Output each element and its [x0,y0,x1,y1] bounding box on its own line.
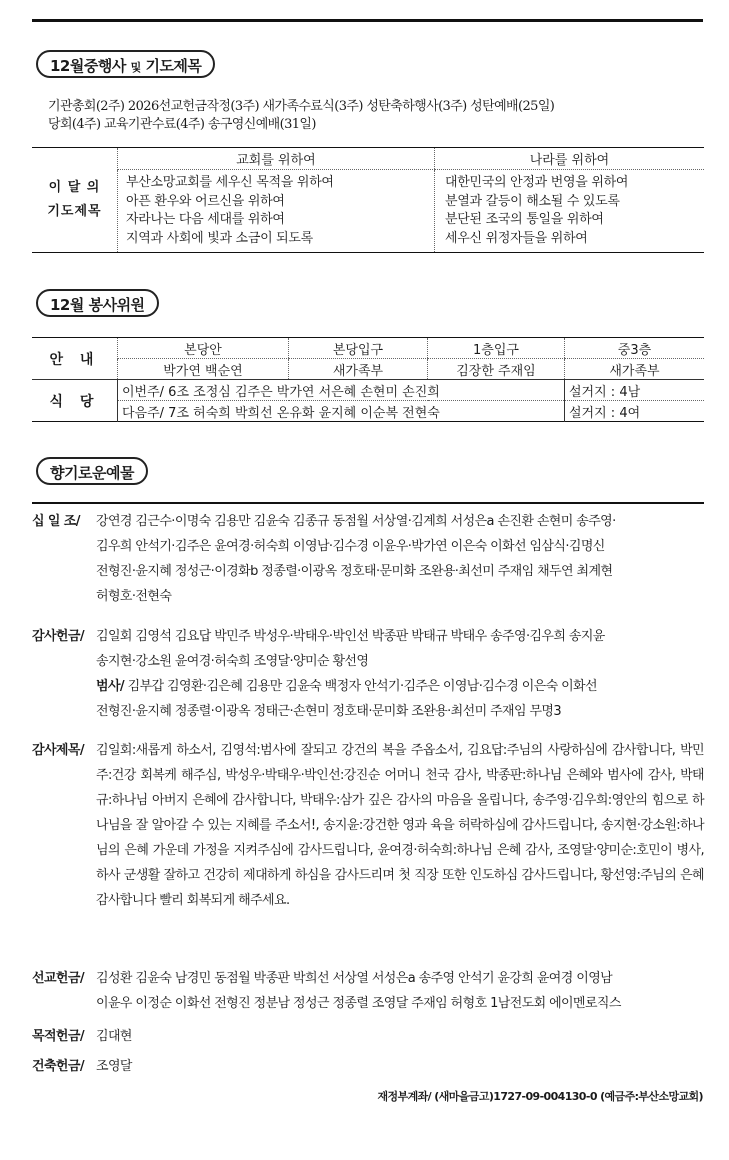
events-line-1: 기관총회(2주) 2026선교헌금작정(3주) 새가족수료식(3주) 성탄축하행사(3주) 성탄예배(25일) [48,99,555,114]
nation-prayer-list [435,170,705,253]
list-item: 지역과 사회에 빛과 소금이 되도록 [126,230,313,246]
list-item: 분열과 갈등이 해소될 수 있도록 [445,193,620,209]
nation-header: 나라를 위하여 [435,148,705,170]
serve-header: 1층입구 [428,338,565,359]
serve-header: 중3층 [565,338,705,359]
serve-header: 본당안 [118,338,289,359]
serve-table [32,337,704,422]
tithe-label: 십 일 조/ [32,514,80,529]
topics-label: 감사제목/ [32,743,84,758]
tithe-block [32,509,704,609]
purpose-value: 김대현 [96,1029,132,1044]
beomsa-label: 범사/ [96,679,125,694]
cafeteria-label: 식 당 [49,393,100,410]
topics-block [32,738,704,913]
church-header: 교회를 위하여 [118,148,435,170]
events-list [48,98,554,134]
thanks-block [32,624,704,724]
serve-value: 박가연 백순연 [118,359,289,380]
serve-header: 본당입구 [289,338,428,359]
list-item: 김일회 김영석 김요답 박민주 박성우·박태우·박인선 박종판 박태규 박태우 송주영·김우희 송지윤 [96,629,605,644]
topics-text: 김일회:새롭게 하소서, 김영석:범사에 잘되고 강건의 복을 주옵소서, 김요답:주님의 사랑하심에 감사합니다, 박민주:건강 회복케 해주심, 박성우·박태우·박인선:강진순 어머니 천국 감사, 박종판:하나님 은혜와 범사에 감사, 박태규:하나님 아버지 은혜에 감사합니다, 박태우:삼가 깊은 감사의 마음을 올립니다, 송주영·김우희:영안의 힘으로 하나님을 잘 알아갈 수 있는 지혜를 주소서!, 송지윤:강건한 영과 육을 허락하심에 감사드립니다, 송지현·강소원:하나님의 은혜 가운데 가정을 지켜주심에 감사드립니다, 윤여경·허숙희:하나님 은혜 감사, 조영달·양미순:호민이 병사, 하사 군생활 잘하고 건강히 제대하게 하심을 감사드리며 첫 직장 또한 인도하심 감사드립니다, 황선영:주님의 은혜 감사합니다 빨리 회복되게 해주세요. [96,743,704,908]
list-item: 김성환 김윤숙 남경민 동점월 박종판 박희선 서상열 서성은a 송주영 안석기 윤강희 윤여경 이영남 [96,971,613,986]
purpose-label: 목적헌금/ [32,1029,84,1044]
mission-label: 선교헌금/ [32,971,84,986]
list-item: 강연경 김근수·이명숙 김용만 김윤숙 김종규 동점월 서상열·김계희 서성은a 손진환 손현미 송주영· [96,514,616,529]
beomsa-text: 김부갑 김영환·김은혜 김용만 김윤숙 백정자 안석기·김주은 이영남·김수경 이은숙 이화선 [127,679,597,694]
top-rule [32,19,703,22]
list-item: 허형호·전현숙 [96,589,172,604]
list-item: 김우희 안석기·김주은 윤여경·허숙희 이영남·김수경 이윤우·박가연 이은숙 이화선 임삼식·김명신 [96,539,605,554]
serve-value: 새가족부 [565,359,705,380]
events-section-title [36,50,215,78]
prayer-table [32,147,704,253]
events-title-tail: 기도제목 [145,57,202,75]
building-block [32,1054,704,1079]
church-prayer-list [118,170,435,253]
thanks-label: 감사헌금/ [32,629,84,644]
list-item: 송지현·강소원 윤여경·허숙희 조영달·양미순 황선영 [96,654,369,669]
list-item: 부산소망교회를 세우신 목적을 위하여 [126,175,334,190]
list-item: 대한민국의 안정과 번영을 위하여 [445,175,629,190]
this-week-dish: 설거지 : 4남 [565,380,705,401]
list-item: 이윤우 이정순 이화선 전형진 정분남 정성근 정종렬 조영달 주재임 허형호 1남전도회 에이멘로직스 [96,996,621,1011]
mission-block [32,966,704,1016]
serve-section-title: 12월 봉사위원 [36,289,159,317]
offer-section-title: 향기로운예물 [36,457,148,485]
list-item: 세우신 위정자들을 위하여 [445,230,588,246]
offer-rule [32,502,704,504]
list-item: 전형진·윤지혜 정성근·이경화b 정종렬·이광옥 정호태·문미화 조완용·최선미 주재임 채두연 최계현 [96,564,613,579]
events-title-small: 및 [130,61,141,74]
list-item: 자라나는 다음 세대를 위하여 [126,212,285,227]
list-item: 아픈 환우와 어르신을 위하여 [126,193,285,209]
account-footer: 재정부계좌/ (새마을금고)1727-09-004130-0 (예금주:부산소망교회) [377,1090,703,1103]
events-title-main: 12월중행사 [50,57,126,75]
purpose-block [32,1024,704,1049]
events-line-2: 당회(4주) 교육기관수료(4주) 송구영신예배(31일) [48,117,316,132]
beomsa-line-1 [96,674,704,699]
list-item: 전형진·윤지혜 정종렬·이광옥 정태근·손현미 정호태·문미화 조완용·최선미 주재임 무명3 [96,704,562,719]
this-week-team: 이번주/ 6조 조정심 김주은 박가연 서은혜 손현미 손진희 [118,380,565,401]
prayer-label [32,148,118,253]
next-week-team: 다음주/ 7조 허숙희 박희선 온유화 윤지혜 이순복 전현숙 [118,401,565,422]
serve-value: 새가족부 [289,359,428,380]
next-week-dish: 설거지 : 4여 [565,401,705,422]
prayer-label-line2: 기도제목 [47,204,102,219]
guide-label: 안 내 [32,338,118,380]
serve-value: 김장한 주재임 [428,359,565,380]
list-item: 분단된 조국의 통일을 위하여 [445,212,604,227]
building-label: 건축헌금/ [32,1059,84,1074]
building-value: 조영달 [96,1059,132,1074]
prayer-label-line1: 이 달 의 [48,180,101,195]
